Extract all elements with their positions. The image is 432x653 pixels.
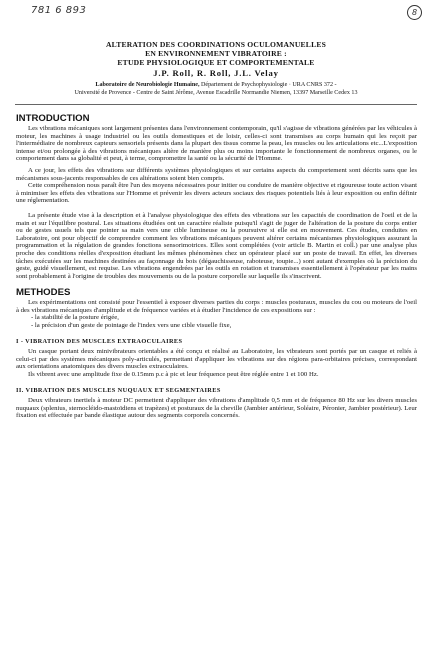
paper-body (16, 113, 417, 420)
title-line-3: ETUDE PHYSIOLOGIQUE ET COMPORTEMENTALE (117, 58, 315, 67)
affiliation-dept: Département de Psychophysiologie · URA CNRS 372 - (199, 82, 337, 88)
header-divider (15, 104, 417, 105)
section-heading-methodes: METHODES (16, 287, 71, 299)
intro-paragraph-3: Cette compréhension nous paraît être l'un des moyens nécessaires pour initier ou conduire de manière objective et rigoureuse toute action visant à minimiser les effets des vibrations sur l'Homme et prévenir les divers acteurs sociaux des risques potentiels liés à leur exposition ou enfin définir une réglementation. (16, 182, 417, 205)
affiliation-address: Université de Provence - Centre de Saint Jérôme, Avenue Escadrille Normandie Niemen, 13397 Marseille Cedex 13 (74, 90, 358, 96)
page-number-circle: 8 (407, 5, 422, 20)
subsection-heading-2: II. VIBRATION DES MUSCLES NUQUAUX ET SEGMENTAIRES (16, 386, 221, 394)
subsection-1-paragraph-1: Un casque portant deux minivibrateurs orientables a été conçu et réalisé au Laboratoire, les vibrateurs sont portés par un casque et reliés à celui-ci par des systèmes mécaniques poly-articulés, permettant d'appliquer les vibrations sur des régions para-orbitaires précises, correspondant aux orientations anatomiques des divers muscles extraoculaires. (16, 348, 417, 371)
intro-paragraph-4: La présente étude vise à la description et à l'analyse physiologique des effets des vibrations sur les capacités de coordination de l'oeil et de la main et sur l'équilibre postural. Les situations étudiées ont un caractère réaliste puisqu'il s'agit de juger de l'altération de la posture du corps entier ou de gestes usuels tels que pointer sa main vers une cible lumineuse ou la poursuivre si elle est en mouvement. Ces études, conduites en Laboratoire, ont pour objectif de comprendre comment les vibrations mécaniques peuvent altérer certains mécanismes physiologiques assurant la programmation et la régulation de grandes fonctions sensorimotrices. Elles sont complétées (voir article B. Martin et coll.) par une analyse plus proche des conditions réelles d'exposition étudiant les mêmes phénomènes chez un opérateur placé sur un poste de travail. En effet, les diverses tâches exécutées sur les machines destinées au façonnage du bois (dégauchisseuse, raboteuse, toupie...) sont autant d'exemples où la précision du geste, guidé visuellement, est requise. Les vibrations engendrées par les outils en rotation et transmises essentiellement à l'opérateur par les mains sont probablement à l'origine de troubles des mouvements ou de la posture corporelle sur laquelle ils s'inscrivent. (16, 211, 417, 280)
methodes-list-item-1: - la stabilité de la posture érigée, (31, 314, 119, 322)
title-line-2: EN ENVIRONNEMENT VIBRATOIRE : (145, 49, 287, 58)
methodes-paragraph-1: Les expérimentations ont consisté pour l'essentiel à exposer diverses parties du corps : muscles posturaux, muscles du cou ou moteurs de l'oeil à des vibrations mécaniques d'amplitude et de fréquence variées et à étudier l'incidence de ces expositions sur : (16, 299, 417, 314)
intro-paragraph-2: A ce jour, les effets des vibrations sur différents systèmes physiologiques et sur certains aspects du comportement sont décrits sans que les mécanismes sous-jacents responsables de ces altérations soient bien compris. (16, 166, 417, 182)
paper-title (0, 40, 432, 67)
authors: J.P. Roll, R. Roll, J.L. Velay (153, 68, 279, 78)
subsection-1-paragraph-2: Ils vibrent avec une amplitude fixe de 0.15mm p.c à pic et leur fréquence peut être réglée entre 1 et 100 Hz. (28, 371, 319, 379)
affiliation-lab: Laboratoire de Neurobiologie Humaine, (95, 82, 200, 88)
methodes-list-item-2: - la précision d'un geste de pointage de l'index vers une cible visuelle fixe, (31, 322, 232, 330)
section-heading-introduction: INTRODUCTION (16, 113, 90, 124)
affiliation (0, 81, 432, 97)
intro-paragraph-1: Les vibrations mécaniques sont largement présentes dans l'environnement contemporain, qu'il s'agisse de vibrations générées par les véhicules à moteur, les machines à usage industriel ou les outils domestiques et de loisir, celles-ci sont transmises au corps humain qui les reçoit par l'intermédiaire de nombreux capteurs sensoriels présents dans la plupart des tissus comme la peau, les muscles ou les articulations etc...L'exposition intense et/ou prolongée à des vibrations mécaniques altère de manière plus ou moins importante le fonctionnement de nombreux organes, ou le comportement dans sa globalité et peut, à terme, compromettre la santé ou la sécurité de l'Homme. (16, 125, 417, 163)
subsection-2-paragraph-1: Deux vibrateurs inertiels à moteur DC permettent d'appliquer des vibrations d'amplitude 0,5 mm et de fréquence 80 Hz sur les divers muscles nuquaux (splenius, sternocléido-mastoïdiens et trapèzes) et posturaux de la cheville (Jambier antérieur, Soléaire, Péronier, Jambier postérieur). Leur fixation est effectuée par bande élastique autour des segments corporels concernés. (16, 397, 417, 420)
handwritten-note: 781 6 893 (31, 5, 87, 16)
title-line-1: ALTERATION DES COORDINATIONS OCULOMANUELLES (105, 40, 327, 49)
subsection-heading-1: I - VIBRATION DES MUSCLES EXTRAOCULAIRES (16, 337, 183, 345)
